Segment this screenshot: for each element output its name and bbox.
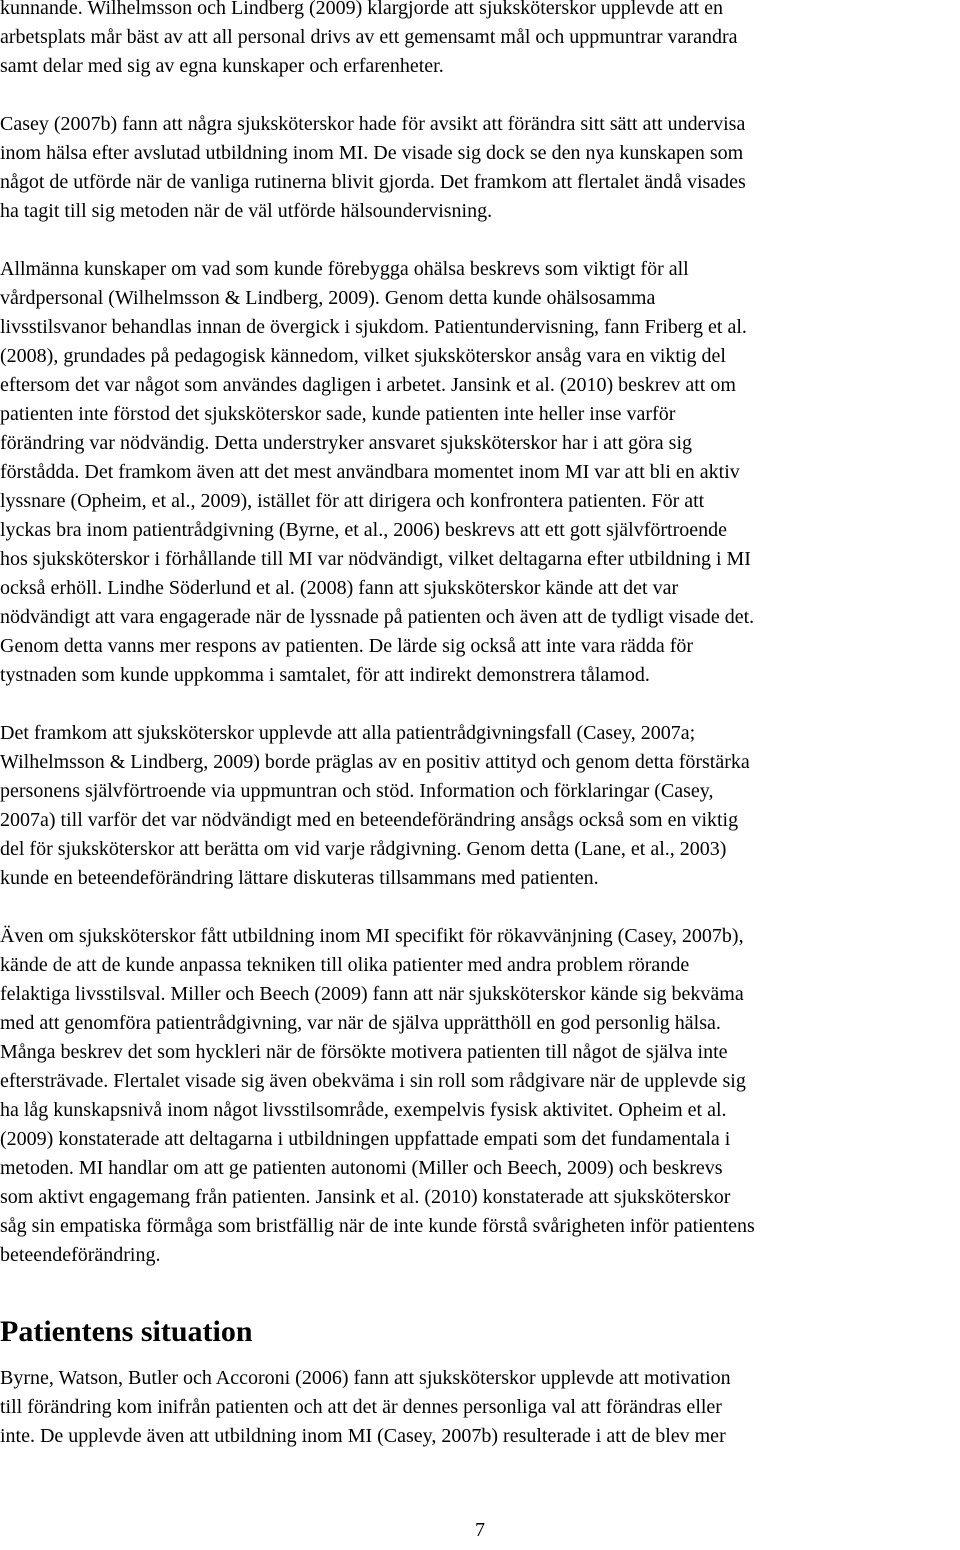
text-line: med att genomföra patientrådgivning, var när de själva upprätthöll en god personlig hälsa.: [0, 1012, 721, 1034]
text-line: livsstilsvanor behandlas innan de övergick i sjukdom. Patientundervisning, fann Friberg et al.: [0, 316, 747, 338]
text-line: förstådda. Det framkom även att det mest användbara momentet inom MI var att bli en aktiv: [0, 461, 740, 483]
text-line: nödvändigt att vara engagerade när de lyssnade på patienten och även att de tydligt visade det.: [0, 606, 755, 628]
paragraph-1: [0, 0, 958, 81]
text-line: felaktiga livsstilsval. Miller och Beech (2009) fann att när sjuksköterskor kände sig bekväma: [0, 983, 744, 1005]
text-line: Allmänna kunskaper om vad som kunde förebygga ohälsa beskrevs som viktigt för all: [0, 258, 689, 280]
text-line: såg sin empatiska förmåga som bristfällig när de inte kunde förstå svårigheten inför patientens: [0, 1215, 755, 1237]
text-line: del för sjuksköterskor att berätta om vid varje rådgivning. Genom detta (Lane, et al., 2003): [0, 838, 727, 860]
text-line: till förändring kom inifrån patienten och att det är dennes personliga val att förändras eller: [0, 1396, 722, 1418]
paragraph-spacer: [0, 81, 958, 110]
text-line: kände de att de kunde anpassa tekniken till olika patienter med andra problem rörande: [0, 954, 690, 976]
text-line: vårdpersonal (Wilhelmsson & Lindberg, 2009). Genom detta kunde ohälsosamma: [0, 287, 656, 309]
text-line: Wilhelmsson & Lindberg, 2009) borde präglas av en positiv attityd och genom detta förstärka: [0, 751, 750, 773]
text-line: 2007a) till varför det var nödvändigt med en beteendeförändring ansågs också som en viktig: [0, 809, 739, 831]
text-line: ha låg kunskapsnivå inom något livsstilsområde, exempelvis fysisk aktivitet. Opheim et al.: [0, 1099, 727, 1121]
text-line: inom hälsa efter avslutad utbildning inom MI. De visade sig dock se den nya kunskapen som: [0, 142, 744, 164]
text-line: personens självförtroende via uppmuntran och stöd. Information och förklaringar (Casey,: [0, 780, 714, 802]
text-line: (2009) konstaterade att deltagarna i utbildningen uppfattade empati som det fundamentala i: [0, 1128, 731, 1150]
text-line: metoden. MI handlar om att ge patienten autonomi (Miller och Beech, 2009) och beskrevs: [0, 1157, 723, 1179]
text-line: beteendeförändring.: [0, 1244, 161, 1266]
text-line: förändring var nödvändig. Detta understryker ansvaret sjuksköterskor har i att göra sig: [0, 432, 693, 454]
text-line: ha tagit till sig metoden när de väl utförde hälsoundervisning.: [0, 200, 493, 222]
section-paragraph: [0, 1364, 958, 1451]
paragraph-3: [0, 255, 958, 690]
text-line: Även om sjuksköterskor fått utbildning inom MI specifikt för rökavvänjning (Casey, 2007b),: [0, 925, 744, 947]
paragraph-4: [0, 719, 958, 893]
section-heading: Patientens situation: [0, 1315, 253, 1348]
paragraph-spacer: [0, 226, 958, 255]
paragraph-5: [0, 922, 958, 1270]
text-line: (2008), grundades på pedagogisk kännedom, vilket sjuksköterskor ansåg vara en viktig del: [0, 345, 726, 367]
text-line: kunnande. Wilhelmsson och Lindberg (2009) klargjorde att sjuksköterskor upplevde att en: [0, 0, 723, 19]
text-line: samt delar med sig av egna kunskaper och erfarenheter.: [0, 55, 444, 77]
text-line: Casey (2007b) fann att några sjuksköterskor hade för avsikt att förändra sitt sätt att undervisa: [0, 113, 746, 135]
text-line: Många beskrev det som hyckleri när de försökte motivera patienten till något de själva inte: [0, 1041, 728, 1063]
text-line: eftersträvade. Flertalet visade sig även obekväma i sin roll som rådgivare när de upplevde sig: [0, 1070, 746, 1092]
page-number: 7: [475, 1519, 485, 1541]
text-line: inte. De upplevde även att utbildning inom MI (Casey, 2007b) resulterade i att de blev mer: [0, 1425, 726, 1447]
paragraph-spacer: [0, 690, 958, 719]
text-line: hos sjuksköterskor i förhållande till MI var nödvändigt, vilket deltagarna efter utbildning i MI: [0, 548, 751, 570]
text-line: också erhöll. Lindhe Söderlund et al. (2008) fann att sjuksköterskor kände att det var: [0, 577, 679, 599]
text-line: något de utförde när de vanliga rutinerna blivit gjorda. Det framkom att flertalet ändå visades: [0, 171, 746, 193]
text-line: arbetsplats mår bäst av att all personal drivs av ett gemensamt mål och uppmuntrar varandra: [0, 26, 738, 48]
text-line: lyckas bra inom patientrådgivning (Byrne, et al., 2006) beskrevs att ett gott självförtroende: [0, 519, 728, 541]
text-line: Byrne, Watson, Butler och Accoroni (2006) fann att sjuksköterskor upplevde att motivation: [0, 1367, 731, 1389]
paragraph-2: [0, 110, 958, 226]
text-line: Genom detta vanns mer respons av patienten. De lärde sig också att inte vara rädda för: [0, 635, 694, 657]
paragraph-spacer: [0, 893, 958, 922]
text-line: lyssnare (Opheim, et al., 2009), istället för att dirigera och konfrontera patienten. För att: [0, 490, 705, 512]
text-line: tystnaden som kunde uppkomma i samtalet, för att indirekt demonstrera tålamod.: [0, 664, 650, 686]
text-line: Det framkom att sjuksköterskor upplevde att alla patientrådgivningsfall (Casey, 2007a;: [0, 722, 696, 744]
text-line: patienten inte förstod det sjuksköterskor sade, kunde patienten inte heller inse varför: [0, 403, 676, 425]
text-line: kunde en beteendeförändring lättare diskuteras tillsammans med patienten.: [0, 867, 599, 889]
text-line: eftersom det var något som användes dagligen i arbetet. Jansink et al. (2010) beskrev att om: [0, 374, 736, 396]
paragraph-spacer: [0, 1270, 958, 1299]
text-line: som aktivt engagemang från patienten. Jansink et al. (2010) konstaterade att sjuksköterskor: [0, 1186, 731, 1208]
